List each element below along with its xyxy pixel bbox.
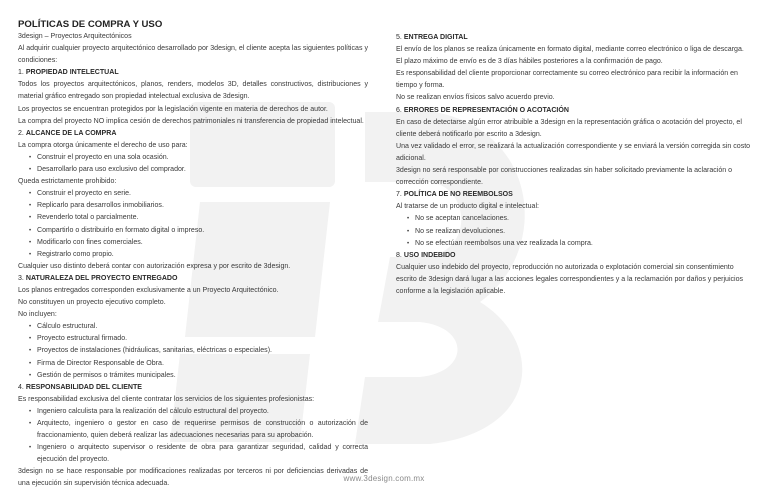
paragraph: Los proyectos se encuentran protegidos por la legislación vigente en materia de derechos de autor. [18,105,328,113]
list-item: • Gestión de permisos o trámites municipales. [31,370,368,382]
paragraph: Los planos entregados corresponden exclusivamente a un Proyecto Arquitectónico. [18,286,279,294]
list-item: • Revenderlo total o parcialmente. [31,212,368,224]
list-item: • Construir el proyecto en serie. [31,188,368,200]
paragraph: Es responsabilidad exclusiva del cliente contratar los servicios de los siguientes profesionistas: [18,395,315,403]
left-column [18,19,368,491]
paragraph: En caso de detectarse algún error atribuible a 3design en la representación gráfica o acotación del proyecto, el cliente deberá notificarlo por escrito a 3design. [396,118,742,138]
section-7-heading: 7. POLÍTICA DE NO REEMBOLSOS [396,191,513,199]
section-6-heading: 6. ERRORES DE REPRESENTACIÓN O ACOTACIÓN [396,106,569,114]
list-item: • Replicarlo para desarrollos inmobiliarios. [31,200,368,212]
document-title: POLÍTICAS DE COMPRA Y USO [18,19,163,30]
list-item: • Cálculo estructural. [31,321,368,333]
document-subtitle: 3design – Proyectos Arquitectónicos [18,33,132,40]
footer-website: www.3design.com.mx [343,474,425,483]
section-8-heading: 8. USO INDEBIDO [396,251,456,259]
list-item: • No se aceptan cancelaciones. [409,213,752,225]
not-included-list [18,321,368,381]
list-item: • Compartirlo o distribuirlo en formato digital o impreso. [31,225,368,237]
professionals-list [18,406,368,466]
list-item: • No se efectúan reembolsos una vez realizada la compra. [409,238,752,250]
paragraph: La compra del proyecto NO implica cesión de derechos patrimoniales ni transferencia de propiedad intelectual. [18,117,364,125]
list-item: • Construir el proyecto en una sola ocasión. [31,152,368,164]
paragraph: Queda estrictamente prohibido: [18,178,117,186]
paragraph: El plazo máximo de envío es de 3 días hábiles posteriores a la confirmación de pago. [396,58,663,66]
list-item: • Registrarlo como propio. [31,249,368,261]
list-item: • No se realizan devoluciones. [409,226,752,238]
allowed-uses-list [18,152,368,176]
paragraph: La compra otorga únicamente el derecho de uso para: [18,141,188,149]
paragraph: Al tratarse de un producto digital e intelectual: [396,203,539,211]
no-refund-list [396,213,752,249]
list-item: • Modificarlo con fines comerciales. [31,237,368,249]
section-5-heading: 5. ENTREGA DIGITAL [396,34,468,41]
prohibited-uses-list [18,188,368,261]
section-2-heading: 2. ALCANCE DE LA COMPRA [18,129,117,137]
paragraph: El envío de los planos se realiza únicamente en formato digital, mediante correo electrónico o liga de descarga. [396,46,744,54]
list-item: • Proyecto estructural firmado. [31,333,368,345]
list-item: • Ingeniero calculista para la realización del cálculo estructural del proyecto. [31,406,368,418]
list-item: • Firma de Director Responsable de Obra. [31,358,368,370]
paragraph: No incluyen: [18,311,57,319]
paragraph: Cualquier uso distinto deberá contar con autorización expresa y por escrito de 3design. [18,262,291,270]
paragraph: Todos los proyectos arquitectónicos, planos, renders, modelos 3D, detalles constructivos, distribuciones y material gráfico entregado son propiedad intelectual exclusiva de 3design. [18,81,368,101]
paragraph: Es responsabilidad del cliente proporcionar correctamente su correo electrónico para recibir la información en tiempo y forma. [396,70,738,90]
section-4-heading: 4. RESPONSABILIDAD DEL CLIENTE [18,383,143,391]
list-item: • Desarrollarlo para uso exclusivo del comprador. [31,164,368,176]
paragraph: Cualquier uso indebido del proyecto, reproducción no autorizada o explotación comercial sin consentimiento escrito de 3design dará lugar a las acciones legales correspondientes y a la reclamación por daños y perjuicios conforme a la legislación aplicable. [396,263,744,295]
list-item: • Ingeniero o arquitecto supervisor o residente de obra para garantizar seguridad, calidad y correcta ejecución del proyecto. [31,442,368,466]
section-3-heading: 3. NATURALEZA DEL PROYECTO ENTREGADO [18,274,178,282]
intro-paragraph: Al adquirir cualquier proyecto arquitectónico desarrollado por 3design, el cliente acepta las siguientes políticas y condiciones: [18,45,368,65]
list-item: • Proyectos de instalaciones (hidráulicas, sanitarias, eléctricas o especiales). [31,345,368,357]
section-1-heading: 1. PROPIEDAD INTELECTUAL [18,69,119,77]
paragraph: No se realizan envíos físicos salvo acuerdo previo. [396,94,555,102]
right-column [396,32,752,298]
paragraph: Una vez validado el error, se realizará la actualización correspondiente y se enviará la versión corregida sin costo adicional. [396,142,751,162]
list-item: • Arquitecto, ingeniero o gestor en caso de requerirse permisos de construcción o autorización de fraccionamiento, quien deberá realizar las adecuaciones necesarias para su aprobación. [31,418,368,442]
paragraph: 3design no será responsable por construcciones realizadas sin haber solicitado previamente la aclaración o corrección correspondiente. [396,167,733,187]
paragraph: 3design no se hace responsable por modificaciones realizadas por terceros ni por deficiencias derivadas de una ejecución sin supervisión técnica adecuada. [18,468,368,488]
paragraph: No constituyen un proyecto ejecutivo completo. [18,299,166,307]
